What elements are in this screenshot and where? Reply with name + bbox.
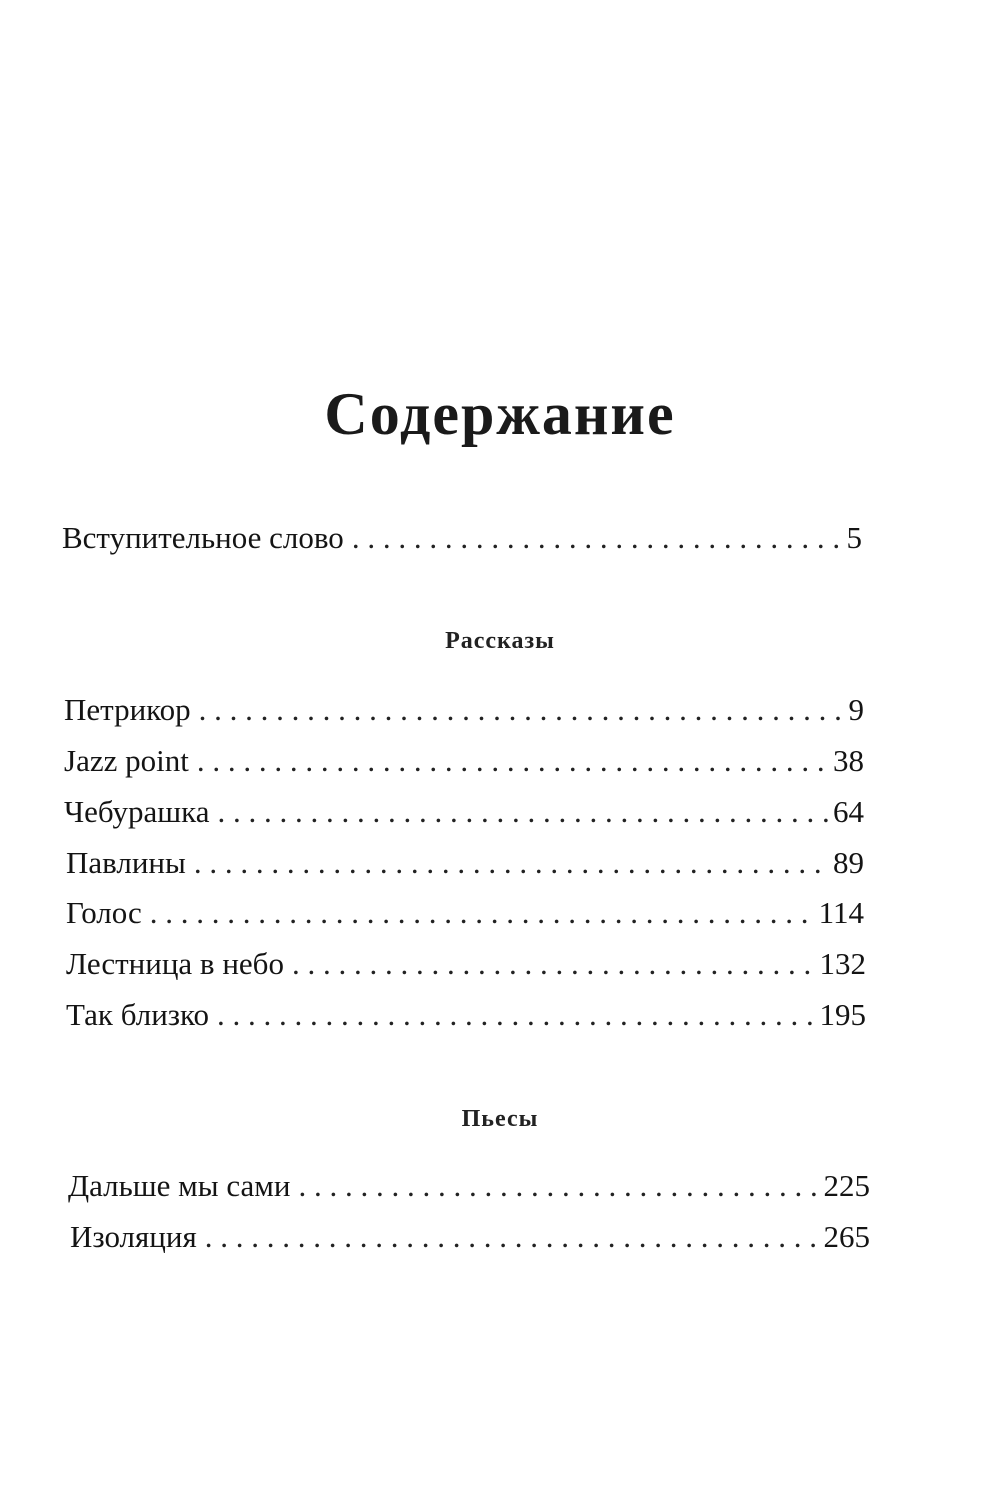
dot-leader — [197, 741, 829, 781]
toc-entry[interactable] — [64, 741, 864, 781]
toc-entry-page-number: 114 — [818, 895, 864, 930]
toc-entry[interactable] — [64, 690, 864, 730]
page-title: Содержание — [324, 381, 676, 447]
toc-entry-label: Лестница в небо — [66, 946, 284, 981]
toc-entry-page-number: 64 — [833, 794, 864, 829]
dot-leader — [150, 893, 815, 933]
toc-entry-page-number: 225 — [823, 1168, 870, 1203]
toc-entry-page-number: 195 — [819, 997, 866, 1032]
toc-entry-label: Дальше мы сами — [68, 1168, 291, 1203]
toc-entry-label: Изоляция — [70, 1219, 197, 1254]
dot-leader — [298, 1166, 819, 1206]
section-heading-stories: Рассказы — [445, 628, 555, 654]
toc-entry-page-number: 9 — [848, 692, 864, 727]
toc-entry[interactable] — [66, 944, 866, 984]
toc-entry-page-number: 5 — [846, 520, 862, 555]
dot-leader — [199, 690, 845, 730]
toc-entry-page-number: 132 — [819, 946, 866, 981]
dot-leader — [352, 518, 843, 558]
toc-entry-label: Вступительное слово — [62, 520, 344, 555]
toc-entry-label: Так близко — [66, 997, 210, 1032]
toc-entry-page-number: 38 — [833, 743, 864, 778]
dot-leader — [205, 1217, 820, 1257]
section-heading-plays: Пьесы — [461, 1106, 539, 1132]
toc-entry-label: Jazz point — [64, 743, 189, 778]
toc-entry[interactable] — [66, 843, 864, 883]
toc-entry-label: Петрикор — [64, 692, 191, 727]
toc-entry-page-number: 265 — [823, 1219, 870, 1254]
toc-entry[interactable] — [68, 1166, 870, 1206]
toc-entry[interactable] — [66, 893, 864, 933]
toc-entry-intro[interactable] — [62, 518, 862, 558]
toc-entry-label: Павлины — [66, 845, 186, 880]
dot-leader — [217, 995, 815, 1035]
toc-entry-label: Голос — [66, 895, 142, 930]
toc-entry[interactable] — [64, 792, 864, 832]
toc-entry[interactable] — [70, 1217, 870, 1257]
dot-leader — [292, 944, 816, 984]
dot-leader — [194, 843, 829, 883]
toc-entry-page-number: 89 — [833, 845, 864, 880]
dot-leader — [217, 792, 829, 832]
toc-entry[interactable] — [66, 995, 866, 1035]
toc-entry-label: Чебурашка — [64, 794, 210, 829]
